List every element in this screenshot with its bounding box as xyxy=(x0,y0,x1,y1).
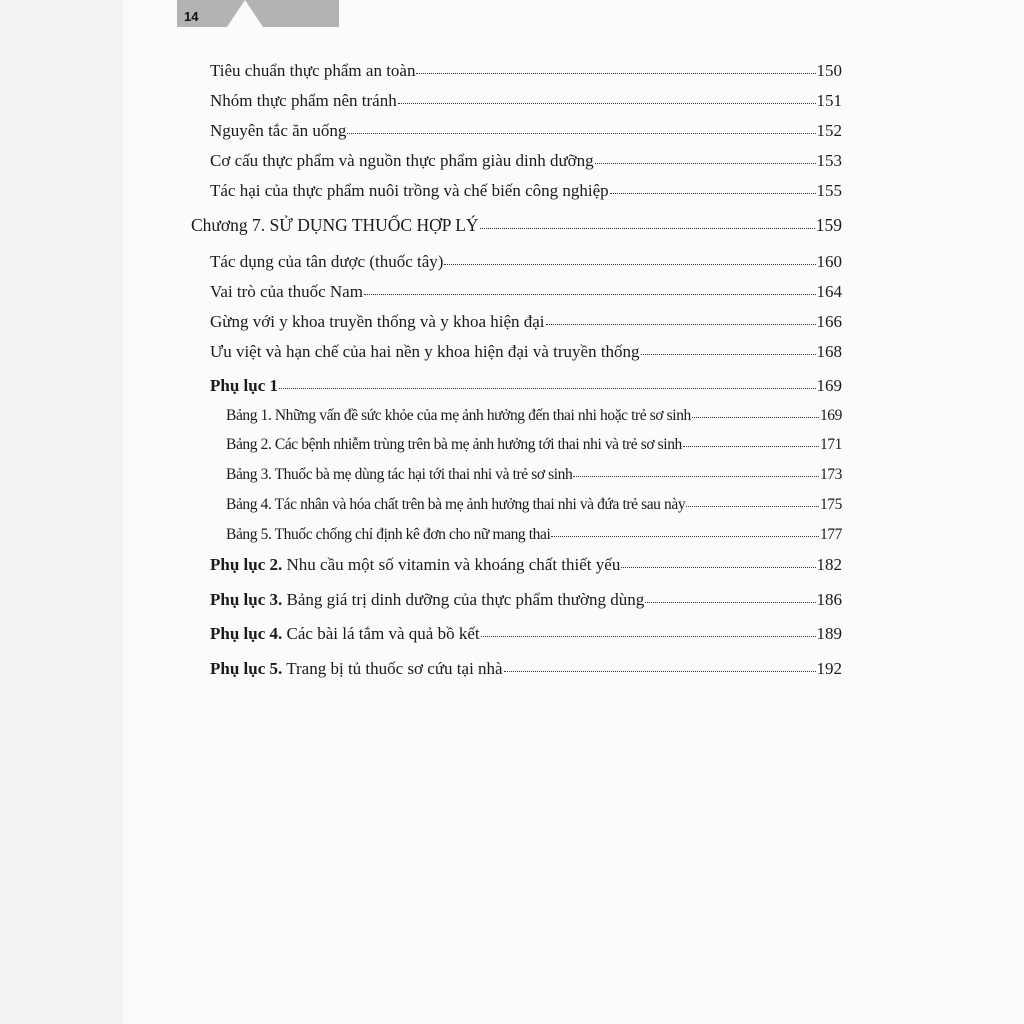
toc-sub-entry: Bảng 3. Thuốc bà mẹ dùng tác hại tới thai nhi và trẻ sơ sinh 173 xyxy=(226,466,842,483)
leader-dots xyxy=(621,567,815,568)
toc-entry: Nguyên tắc ăn uống 152 xyxy=(210,121,842,140)
toc-entry: Tác hại của thực phẩm nuôi trồng và chế biến công nghiệp 155 xyxy=(210,181,842,200)
leader-dots xyxy=(481,636,816,637)
leader-dots xyxy=(347,133,815,134)
leader-dots xyxy=(546,324,816,325)
toc-entry: Gừng với y khoa truyền thống và y khoa hiện đại 166 xyxy=(210,312,842,331)
leader-dots xyxy=(610,193,816,194)
toc-appendix-entry: Phụ lục 5. Trang bị tủ thuốc sơ cứu tại nhà 192 xyxy=(210,659,842,678)
leader-dots xyxy=(480,228,815,229)
toc-sub-entry: Bảng 1. Những vấn đề sức khỏe của mẹ ảnh hưởng đến thai nhi hoặc trẻ sơ sinh 169 xyxy=(226,407,842,424)
toc-sub-entry: Bảng 2. Các bệnh nhiễm trùng trên bà mẹ ảnh hưởng tới thai nhi và trẻ sơ sinh 171 xyxy=(226,436,842,453)
toc-entry: Cơ cấu thực phẩm và nguồn thực phẩm giàu dinh dưỡng 153 xyxy=(210,151,842,170)
leader-dots xyxy=(444,264,815,265)
leader-dots xyxy=(645,602,815,603)
leader-dots xyxy=(551,536,819,537)
leader-dots xyxy=(573,476,819,477)
leader-dots xyxy=(641,354,816,355)
toc-entry: Tác dụng của tân dược (thuốc tây) 160 xyxy=(210,252,842,271)
toc-chapter-heading: Chương 7. SỬ DỤNG THUỐC HỢP LÝ 159 xyxy=(191,215,842,235)
leader-dots xyxy=(595,163,816,164)
toc-entry: Vai trò của thuốc Nam 164 xyxy=(210,282,842,301)
leader-dots xyxy=(416,73,815,74)
leader-dots xyxy=(398,103,816,104)
toc-appendix-entry: Phụ lục 4. Các bài lá tắm và quả bồ kết 189 xyxy=(210,624,842,643)
toc-entry: Tiêu chuẩn thực phẩm an toàn 150 xyxy=(210,61,842,80)
leader-dots xyxy=(279,388,815,389)
toc-sub-entry: Bảng 5. Thuốc chống chỉ định kê đơn cho nữ mang thai 177 xyxy=(226,526,842,543)
toc-appendix-heading: Phụ lục 1 169 xyxy=(210,376,842,395)
page-number: 14 xyxy=(184,9,199,24)
leader-dots xyxy=(504,671,816,672)
toc-entry: Nhóm thực phẩm nên tránh 151 xyxy=(210,91,842,110)
leader-dots xyxy=(364,294,816,295)
leader-dots xyxy=(692,417,819,418)
toc-appendix-entry: Phụ lục 3. Bảng giá trị dinh dưỡng của thực phẩm thường dùng 186 xyxy=(210,590,842,609)
toc-sub-entry: Bảng 4. Tác nhân và hóa chất trên bà mẹ ảnh hưởng thai nhi và đứa trẻ sau này 175 xyxy=(226,496,842,513)
leader-dots xyxy=(686,506,819,507)
leader-dots xyxy=(683,446,819,447)
toc-entry: Ưu việt và hạn chế của hai nền y khoa hiện đại và truyền thống 168 xyxy=(210,342,842,361)
toc-appendix-entry: Phụ lục 2. Nhu cầu một số vitamin và khoáng chất thiết yếu 182 xyxy=(210,555,842,574)
